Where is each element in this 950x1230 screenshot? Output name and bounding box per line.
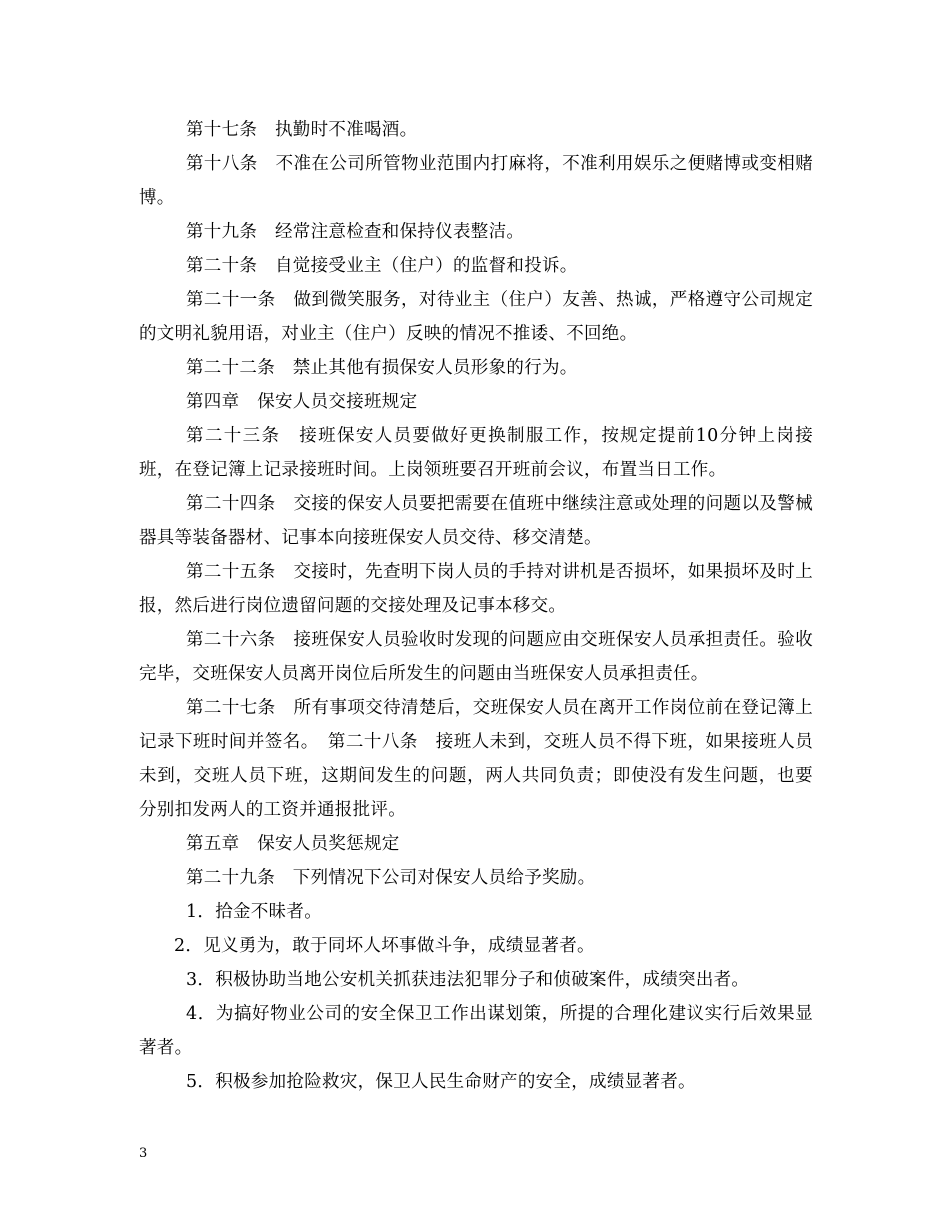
chapter-4-heading: 第四章 保安人员交接班规定 bbox=[186, 392, 418, 412]
article-20: 第二十条 自觉接受业主（住户）的监督和投诉。 bbox=[186, 256, 578, 276]
list-item-4: 4．为搞好物业公司的安全保卫工作出谋划策，所提的合理化建议实行后效果显著者。 bbox=[139, 1004, 813, 1058]
article-21: 第二十一条 做到微笑服务，对待业主（住户）友善、热诚，严格遵守公司规定的文明礼貌用语，对业主（住户）反映的情况不推诿、不回绝。 bbox=[139, 290, 813, 344]
list-item-1: 1．拾金不昧者。 bbox=[186, 902, 323, 922]
article-27-28: 第二十七条 所有事项交待清楚后，交班保安人员在离开工作岗位前在登记簿上记录下班时间并签名。 第二十八条 接班人未到，交班人员不得下班，如果接班人员未到，交班人员下班，这期间发生的问题，两人共同负责；即使没有发生问题，也要分别扣发两人的工资并通报批评。 bbox=[139, 698, 813, 820]
list-item-2: 2．见义勇为，敢于同坏人坏事做斗争，成绩显著者。 bbox=[174, 936, 595, 956]
article-29: 第二十九条 下列情况下公司对保安人员给予奖励。 bbox=[186, 868, 596, 888]
article-26: 第二十六条 接班保安人员验收时发现的问题应由交班保安人员承担责任。验收完毕，交班保安人员离开岗位后所发生的问题由当班保安人员承担责任。 bbox=[139, 630, 813, 684]
page-number: 3 bbox=[139, 1146, 148, 1161]
article-19: 第十九条 经常注意检查和保持仪表整洁。 bbox=[186, 222, 525, 242]
article-24: 第二十四条 交接的保安人员要把需要在值班中继续注意或处理的问题以及警械器具等装备器材、记事本向接班保安人员交待、移交清楚。 bbox=[139, 494, 813, 548]
article-25: 第二十五条 交接时，先查明下岗人员的手持对讲机是否损坏，如果损坏及时上报，然后进行岗位遗留问题的交接处理及记事本移交。 bbox=[139, 562, 813, 616]
article-22: 第二十二条 禁止其他有损保安人员形象的行为。 bbox=[186, 358, 578, 378]
document-body bbox=[139, 113, 813, 1099]
list-item-5: 5．积极参加抢险救灾，保卫人民生命财产的安全，成绩显著者。 bbox=[186, 1072, 696, 1092]
chapter-5-heading: 第五章 保安人员奖惩规定 bbox=[186, 834, 400, 854]
list-item-3: 3．积极协助当地公安机关抓获违法犯罪分子和侦破案件，成绩突出者。 bbox=[186, 970, 750, 990]
article-18: 第十八条 不准在公司所管物业范围内打麻将，不准利用娱乐之便赌博或变相赌博。 bbox=[139, 154, 813, 208]
article-17: 第十七条 执勤时不准喝酒。 bbox=[186, 120, 418, 140]
article-23: 第二十三条 接班保安人员要做好更换制服工作，按规定提前10分钟上岗接班，在登记簿上记录接班时间。上岗领班要召开班前会议，布置当日工作。 bbox=[139, 426, 813, 480]
